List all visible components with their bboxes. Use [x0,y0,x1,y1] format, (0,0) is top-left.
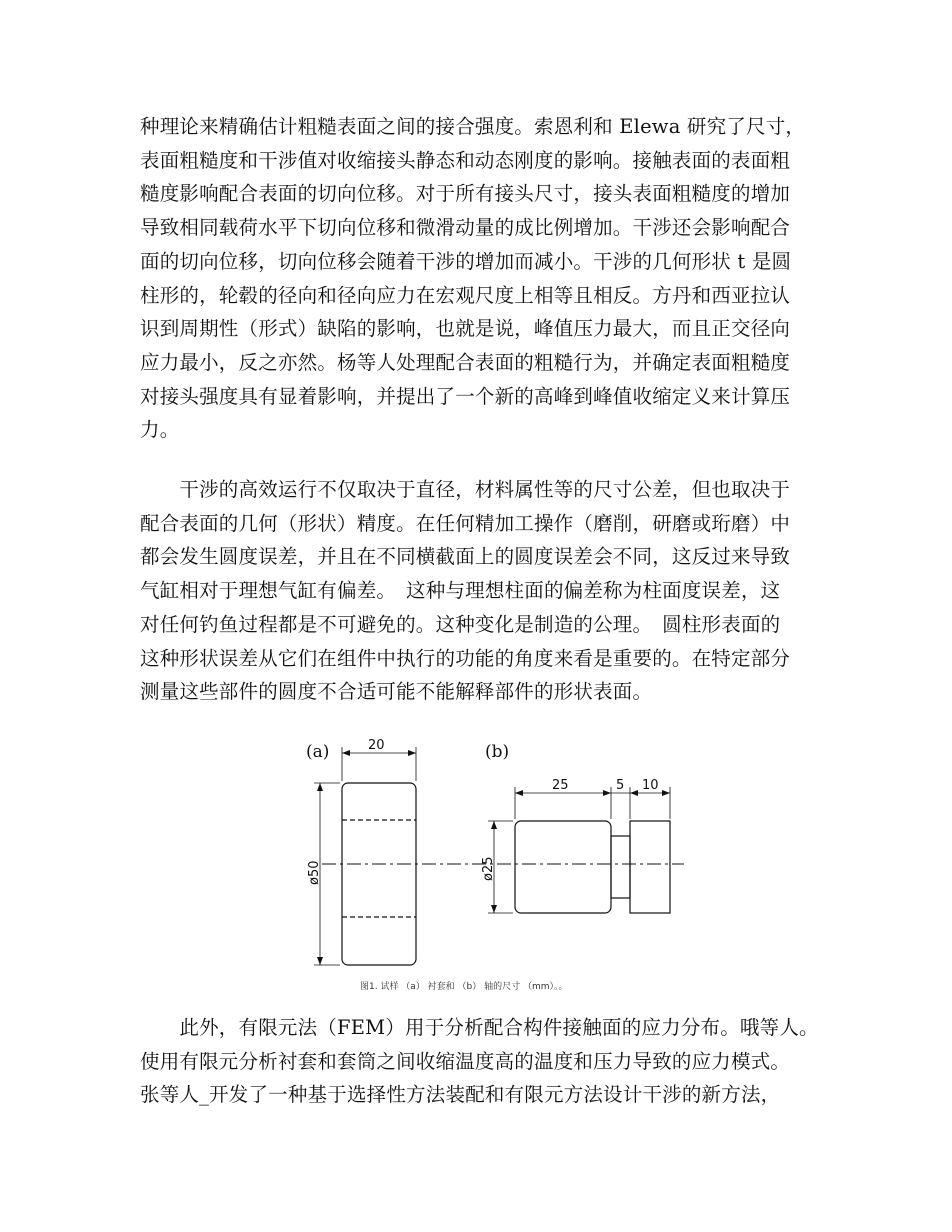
text-line: 应力最小，反之亦然。杨等人处理配合表面的粗糙行为，并确定表面粗糙度 [140,350,791,374]
text-line: 使用有限元分析衬套和套筒之间收缩温度高的温度和压力导致的应力模式。 [140,1049,791,1073]
arrowhead [491,905,497,913]
text-line: 识到周期性（形式）缺陷的影响，也就是说，峰值压力最大，而且正交径向 [140,317,791,341]
text-line: 面的切向位移，切向位移会随着干涉的增加而减小。干涉的几何形状 t 是圆 [140,249,792,273]
text-line: 导致相同载荷水平下切向位移和微滑动量的成比例增加。干涉还会影响配合 [140,216,791,240]
text-line: 都会发生圆度误差，并且在不同横截面上的圆度误差会不同，这反过来导致 [140,545,791,569]
text-line: 力。 [140,418,180,442]
shaft-length-3-label: 10 [642,778,659,793]
arrowhead [630,790,638,796]
text-line: 气缸相对于理想气缸有偏差。 这种与理想柱面的偏差称为柱面度误差，这 [140,579,781,603]
shaft-neck [611,836,630,898]
paragraph-3 [140,1011,819,1112]
text-line: 表面粗糙度和干涉值对收缩接头静态和动态刚度的影响。接触表面的表面粗 [140,148,791,172]
text-line: 这种形状误差从它们在组件中执行的功能的角度来看是重要的。在特定部分 [140,646,791,670]
figure-caption: 图1. 试样 （a） 衬套和 （b） 轴的尺寸 （mm）。。 [360,982,568,992]
bushing-outline [342,783,416,965]
dimension-figure [300,735,700,995]
arrowhead [342,750,350,756]
text-line: 糙度影响配合表面的切向位移。对于所有接头尺寸，接头表面粗糙度的增加 [140,182,791,206]
text-line: 干涉的高效运行不仅取决于直径，材料属性等的尺寸公差，但也取决于 [140,478,791,501]
shaft-diameter-label: ø25 [481,856,496,881]
text-line: 柱形的，轮毂的径向和径向应力在宏观尺度上相等且相反。方丹和西亚拉认 [140,283,791,307]
arrowhead [408,750,416,756]
text-line: 对任何钓鱼过程都是不可避免的。这种变化是制造的公理。 圆柱形表面的 [140,612,781,636]
text-line: 此外，有限元法（FEM）用于分析配合构件接触面的应力分布。哦等人。 [140,1016,819,1039]
text-line: 配合表面的几何（形状）精度。在任何精加工操作（磨削，研磨或珩磨）中 [140,511,791,535]
figure-label-a: (a) [306,742,330,762]
figure-drawing [300,735,700,995]
text-line: 测量这些部件的圆度不合适可能不能解释部件的形状表面。 [140,680,653,704]
bushing-width-label: 20 [368,738,385,753]
shaft-head [630,821,670,913]
shaft-length-2-label: 5 [616,778,625,793]
text-line: 对接头强度具有显着影响，并提出了一个新的高峰到峰值收缩定义来计算压 [140,384,791,408]
paragraph-1 [140,110,816,447]
bushing-diameter-label: ø50 [307,860,322,885]
shaft-arrows [491,790,670,913]
bushing-arrows [317,750,416,965]
shaft-drawing [488,787,670,913]
arrowhead [603,790,611,796]
arrowhead [317,957,323,965]
text-line: 张等人_开发了一种基于选择性方法装配和有限元方法设计干涉的新方法， [140,1083,781,1107]
arrowhead [491,821,497,829]
shaft-length-1-label: 25 [552,778,569,793]
text-line: 种理论来精确估计粗糙表面之间的接合强度。索恩利和 Elewa 研究了尺寸， [140,115,806,138]
bushing-drawing [314,747,416,965]
figure-label-b: (b) [485,742,510,762]
shaft-body [515,821,611,913]
arrowhead [662,790,670,796]
arrowhead [317,783,323,791]
arrowhead [515,790,523,796]
paragraph-2 [140,473,816,709]
